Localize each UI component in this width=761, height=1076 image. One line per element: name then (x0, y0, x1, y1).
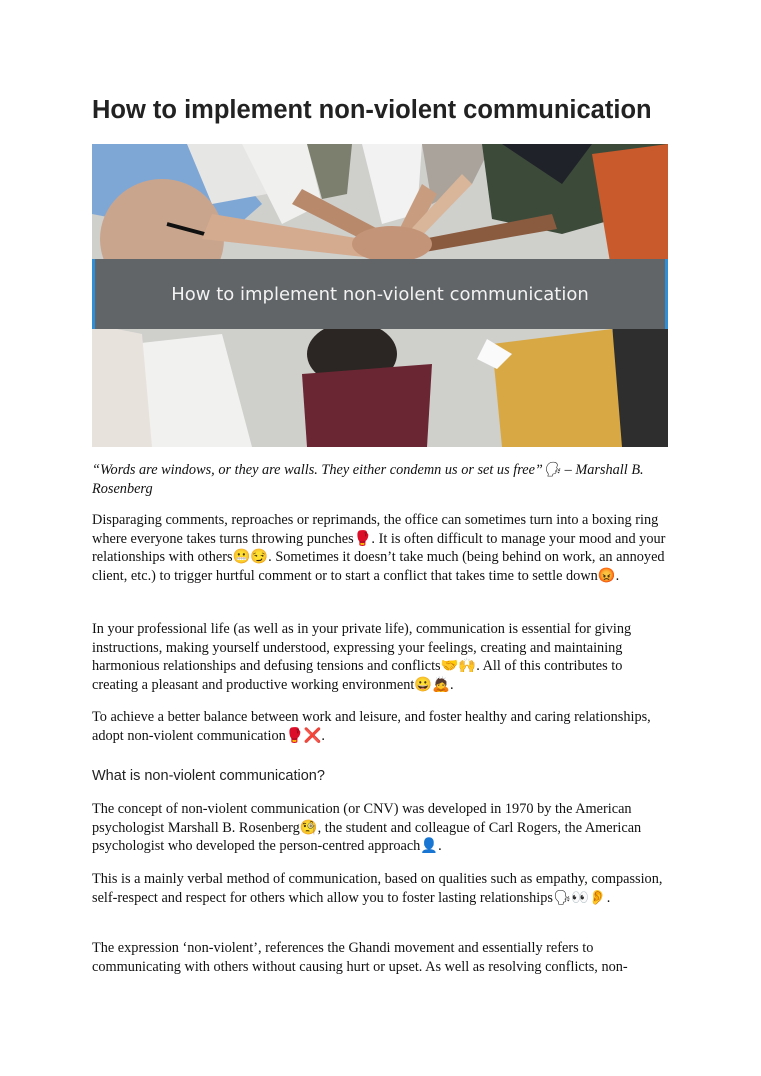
section-paragraph-2: This is a mainly verbal method of communication, based on qualities such as empathy, compassion, self-respect and respect for others which allow you to foster lasting relationships🗣👀👂. (92, 871, 663, 906)
section-paragraph-1: The concept of non-violent communication (or CNV) was developed in 1970 by the American psychologist Marshall B. Rosenberg🧐, the student and colleague of Carl Rogers, the American psychologist who developed the person-centred approach👤. (92, 801, 642, 855)
section-heading: What is non-violent communication? (92, 768, 325, 784)
hero-image (92, 144, 668, 447)
intro-paragraph-2: In your professional life (as well as in your private life), communication is essential for giving instructions, making yourself understood, expressing your feelings, creating and maintaining harmonious relationships and defusing tensions and conflicts🤝🙌. All of this contributes to creating a pleasant and productive working environment😀🙇. (92, 621, 632, 693)
opening-quote: “Words are windows, or they are walls. They either condemn us or set us free”🗣 – Marshall B. Rosenberg (92, 462, 644, 497)
hero-banner (92, 259, 668, 329)
hero-banner-text: How to implement non-violent communication (171, 283, 589, 305)
intro-paragraph-3: To achieve a better balance between work and leisure, and foster healthy and caring relationships, adopt non-violent communication🥊❌. (92, 709, 651, 744)
page-title: How to implement non-violent communication (92, 96, 652, 124)
section-paragraph-3: The expression ‘non-violent’, references the Ghandi movement and essentially refers to communicating with others without causing hurt or upset. As well as resolving conflicts, non- (92, 940, 628, 975)
intro-paragraph-1: Disparaging comments, reproaches or reprimands, the office can sometimes turn into a boxing ring where everyone takes turns throwing punches🥊. It is often difficult to manage your mood and your relationships with others😬😏. Sometimes it doesn’t take much (being behind on work, an annoyed client, etc.) to trigger hurtful comment or to start a conflict that takes time to settle down😡. (92, 512, 666, 584)
